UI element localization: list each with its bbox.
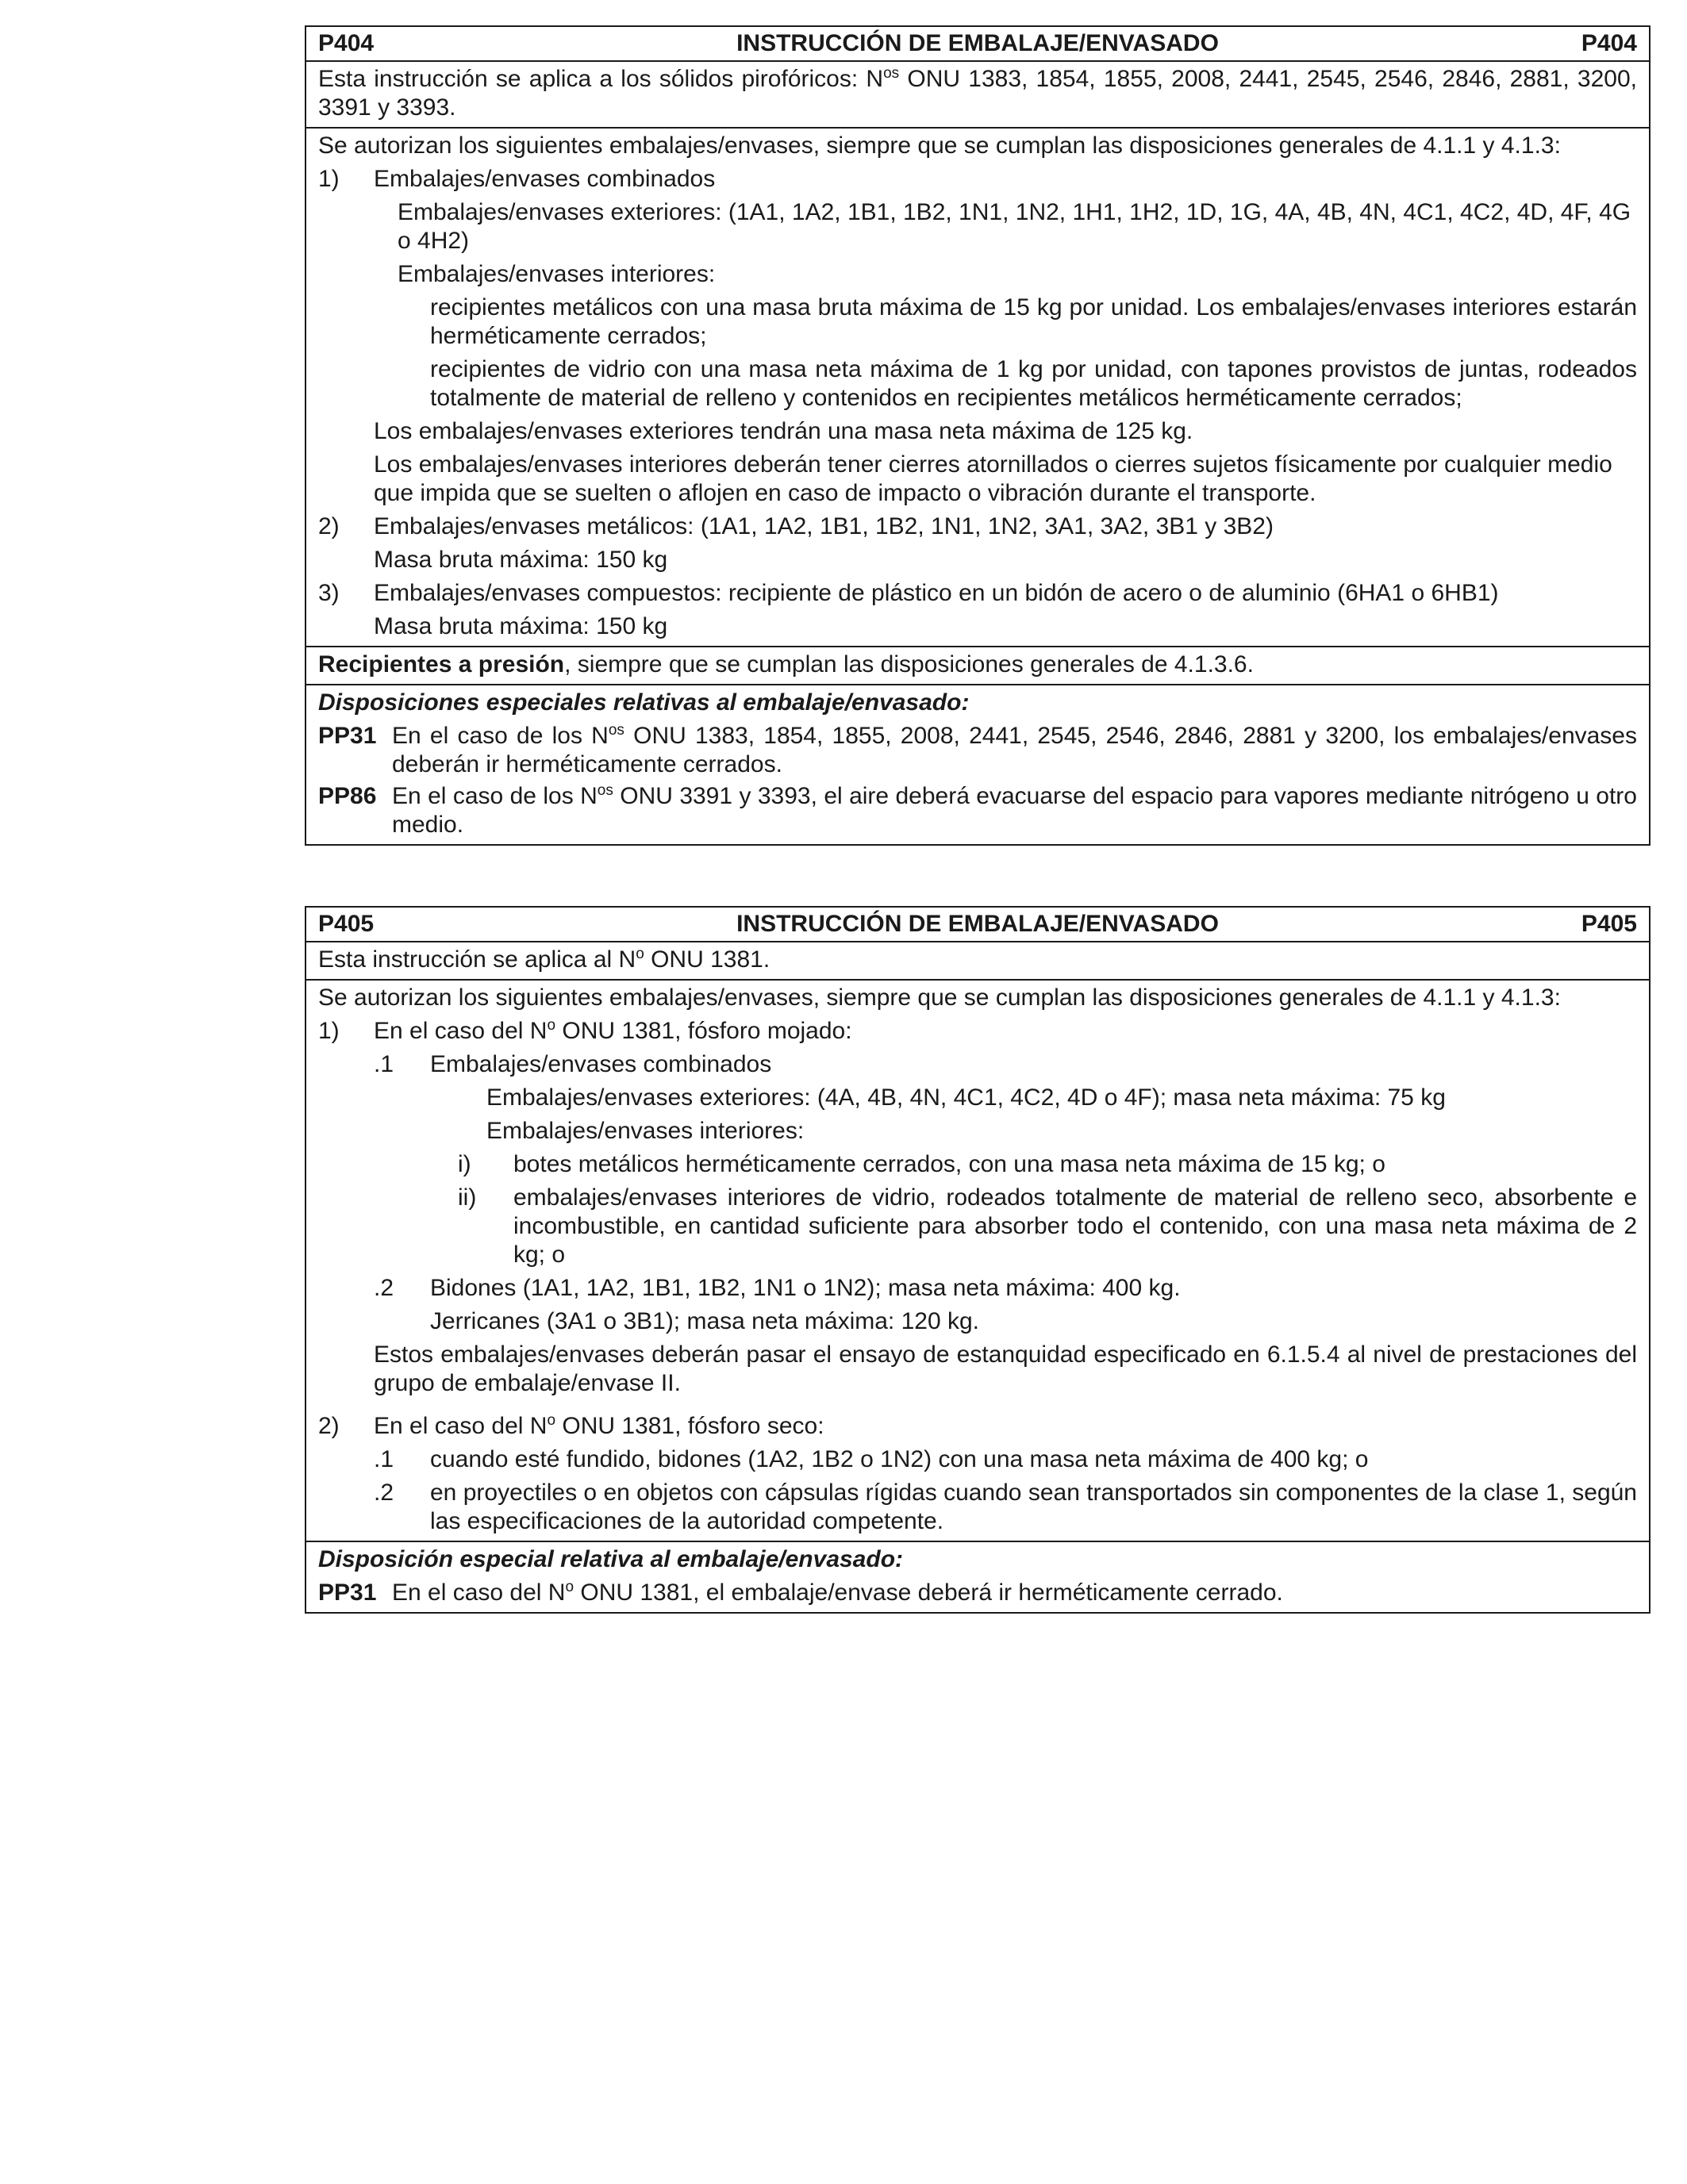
provision-code: PP31 (318, 1579, 377, 1606)
item-number: 2) (318, 513, 340, 539)
p405-item-1 (318, 1017, 1637, 1046)
p405-inner-ii (318, 1184, 1637, 1269)
p405-inner-i (318, 1150, 1637, 1179)
sub-number: .2 (374, 1275, 394, 1301)
p404-item-2 (318, 512, 1637, 541)
roman-number: i) (458, 1151, 471, 1177)
p404-outer-packagings: Embalajes/envases exteriores: (1A1, 1A2, 1B1, 1B2, 1N1, 1N2, 1H1, 1H2, 1D, 1G, 4A, 4B, 4N, 4C1, 4C2, 4D, 4F, 4G o 4H2) (398, 199, 1631, 254)
p404-item-3 (318, 579, 1637, 608)
provision-sup: o (565, 1579, 575, 1595)
special-provision-pp86 (318, 782, 1637, 839)
provision-text-a: En el caso de los N (392, 783, 598, 809)
p405-outer-packagings: Embalajes/envases exteriores: (4A, 4B, 4N, 4C1, 4C2, 4D o 4F); masa neta máxima: 75 kg (486, 1084, 1446, 1111)
roman-number: ii) (458, 1184, 477, 1211)
p404-code-left: P404 (318, 30, 375, 56)
applies-text-a: Esta instrucción se aplica al N (318, 946, 636, 973)
provision-text-b: ONU 1383, 1854, 1855, 2008, 2441, 2545, 2546, 2846, 2881 y 3200, los embalajes/envases deberán ir herméticamente cerrados. (392, 723, 1637, 777)
p405-dry-2 (318, 1479, 1637, 1536)
p405-item-2 (318, 1412, 1637, 1441)
special-provision-pp31 (318, 1579, 1637, 1607)
p404-pressure-receptacles (306, 646, 1649, 684)
item-sup: o (547, 1017, 556, 1034)
p404-code-right: P404 (1581, 30, 1637, 56)
p404-inner-metal: recipientes metálicos con una masa bruta máxima de 15 kg por unidad. Los embalajes/envases interiores estarán herméticamente cerrados; (430, 294, 1637, 349)
item-number: 3) (318, 580, 340, 606)
p405-code-left: P405 (318, 911, 375, 937)
applies-text-b: ONU 1383, 1854, 1855, 2008, 2441, 2545, 2546, 2846, 2881, 3200, 3391 y 3393. (318, 66, 1637, 121)
item-number: 2) (318, 1413, 340, 1439)
sub-text: Bidones (1A1, 1A2, 1B1, 1B2, 1N1 o 1N2); masa neta máxima: 400 kg. (430, 1275, 1181, 1301)
provision-sup: os (608, 722, 624, 739)
p405-header (306, 908, 1649, 941)
item-title: Embalajes/envases compuestos: recipiente de plástico en un bidón de acero o de aluminio (6HA1 o 6HB1) (374, 580, 1499, 606)
p404-outer-mass: Los embalajes/envases exteriores tendrán una masa neta máxima de 125 kg. (374, 418, 1193, 444)
provision-sup: os (597, 782, 613, 799)
provision-code: PP86 (318, 783, 377, 809)
p404-packagings (306, 127, 1649, 646)
p404-applies (306, 60, 1649, 127)
sub-title: Embalajes/envases combinados (430, 1051, 772, 1077)
applies-text-b: ONU 1381. (644, 946, 770, 973)
spacer (318, 1403, 1637, 1412)
applies-sup: o (636, 946, 644, 962)
sub-number: .1 (374, 1051, 394, 1077)
sub-number: .1 (374, 1446, 394, 1472)
p404-inner-label: Embalajes/envases interiores: (398, 261, 716, 287)
special-provisions-title: Disposiciones especiales relativas al embalaje/envasado: (318, 689, 970, 716)
special-provisions-title: Disposición especial relativa al embalaje/envasado: (318, 1546, 904, 1572)
p404-closures: Los embalajes/envases interiores deberán tener cierres atornillados o cierres sujetos físicamente por cualquier medio que impida que se suelten o aflojen en caso de impacto o vibración durante el transporte. (374, 451, 1612, 506)
p405-instruction-box (305, 906, 1650, 1614)
p405-inner-label: Embalajes/envases interiores: (486, 1118, 805, 1144)
p404-item-2-mass: Masa bruta máxima: 150 kg (374, 547, 668, 573)
provision-text-a: En el caso de los N (392, 723, 609, 749)
p405-special-provisions (306, 1541, 1649, 1612)
p405-dry-1 (318, 1445, 1637, 1474)
roman-text: embalajes/envases interiores de vidrio, rodeados totalmente de material de relleno seco, absorbente e incombustible, en cantidad suficiente para absorber todo el contenido, con una masa neta máxima de 2 kg; o (513, 1184, 1637, 1268)
p405-sub-2 (318, 1274, 1637, 1303)
roman-text: botes metálicos herméticamente cerrados, con una masa neta máxima de 15 kg; o (513, 1151, 1385, 1177)
provision-code: PP31 (318, 723, 377, 749)
provision-text-b: ONU 3391 y 3393, el aire deberá evacuarse del espacio para vapores mediante nitrógeno u otro medio. (392, 783, 1637, 838)
p404-item-3-mass: Masa bruta máxima: 150 kg (374, 613, 668, 639)
p405-sub-1 (318, 1050, 1637, 1079)
pressure-bold: Recipientes a presión (318, 651, 565, 677)
provision-text-b: ONU 1381, el embalaje/envase deberá ir herméticamente cerrado. (574, 1579, 1283, 1606)
applies-text-a: Esta instrucción se aplica a los sólidos pirofóricos: N (318, 66, 884, 92)
p404-special-provisions (306, 684, 1649, 844)
p404-header (306, 27, 1649, 60)
special-provision-pp31 (318, 722, 1637, 779)
p404-item-1 (318, 165, 1637, 194)
provision-text-a: En el caso del N (392, 1579, 566, 1606)
sub-text: cuando esté fundido, bidones (1A2, 1B2 o 1N2) con una masa neta máxima de 400 kg; o (430, 1446, 1369, 1472)
item-number: 1) (318, 166, 340, 192)
p405-applies (306, 941, 1649, 979)
applies-sup: os (883, 65, 900, 82)
p405-title: INSTRUCCIÓN DE EMBALAJE/ENVASADO (736, 911, 1219, 937)
p404-inner-glass: recipientes de vidrio con una masa neta máxima de 1 kg por unidad, con tapones provistos de juntas, rodeados totalmente de material de relleno y contenidos en recipientes metálicos herméticamente cerrados; (430, 356, 1637, 411)
p405-jerricans: Jerricanes (3A1 o 3B1); masa neta máxima: 120 kg. (430, 1308, 979, 1334)
item-title: Embalajes/envases combinados (374, 166, 716, 192)
pressure-rest: , siempre que se cumplan las disposiciones generales de 4.1.3.6. (564, 651, 1254, 677)
p405-code-right: P405 (1581, 911, 1637, 937)
item-text-b: ONU 1381, fósforo seco: (555, 1413, 824, 1439)
p404-title: INSTRUCCIÓN DE EMBALAJE/ENVASADO (736, 30, 1219, 56)
sub-text: en proyectiles o en objetos con cápsulas rígidas cuando sean transportados sin componentes de la clase 1, según las especificaciones de la autoridad competente. (430, 1480, 1637, 1534)
item-text-a: En el caso del N (374, 1018, 548, 1044)
p404-instruction-box (305, 25, 1650, 846)
item-text-a: En el caso del N (374, 1413, 548, 1439)
sub-number: .2 (374, 1480, 394, 1506)
item-title: Embalajes/envases metálicos: (1A1, 1A2, 1B1, 1B2, 1N1, 1N2, 3A1, 3A2, 3B1 y 3B2) (374, 513, 1274, 539)
item-text-b: ONU 1381, fósforo mojado: (555, 1018, 852, 1044)
p405-leaktest: Estos embalajes/envases deberán pasar el ensayo de estanquidad especificado en 6.1.5.4 al nivel de prestaciones del grupo de embalaje/envase II. (374, 1341, 1637, 1396)
p405-packagings (306, 979, 1649, 1541)
item-sup: o (547, 1412, 556, 1429)
p404-intro: Se autorizan los siguientes embalajes/envases, siempre que se cumplan las disposiciones generales de 4.1.1 y 4.1.3: (318, 132, 1561, 159)
item-number: 1) (318, 1018, 340, 1044)
p405-intro: Se autorizan los siguientes embalajes/envases, siempre que se cumplan las disposiciones generales de 4.1.1 y 4.1.3: (318, 985, 1561, 1011)
